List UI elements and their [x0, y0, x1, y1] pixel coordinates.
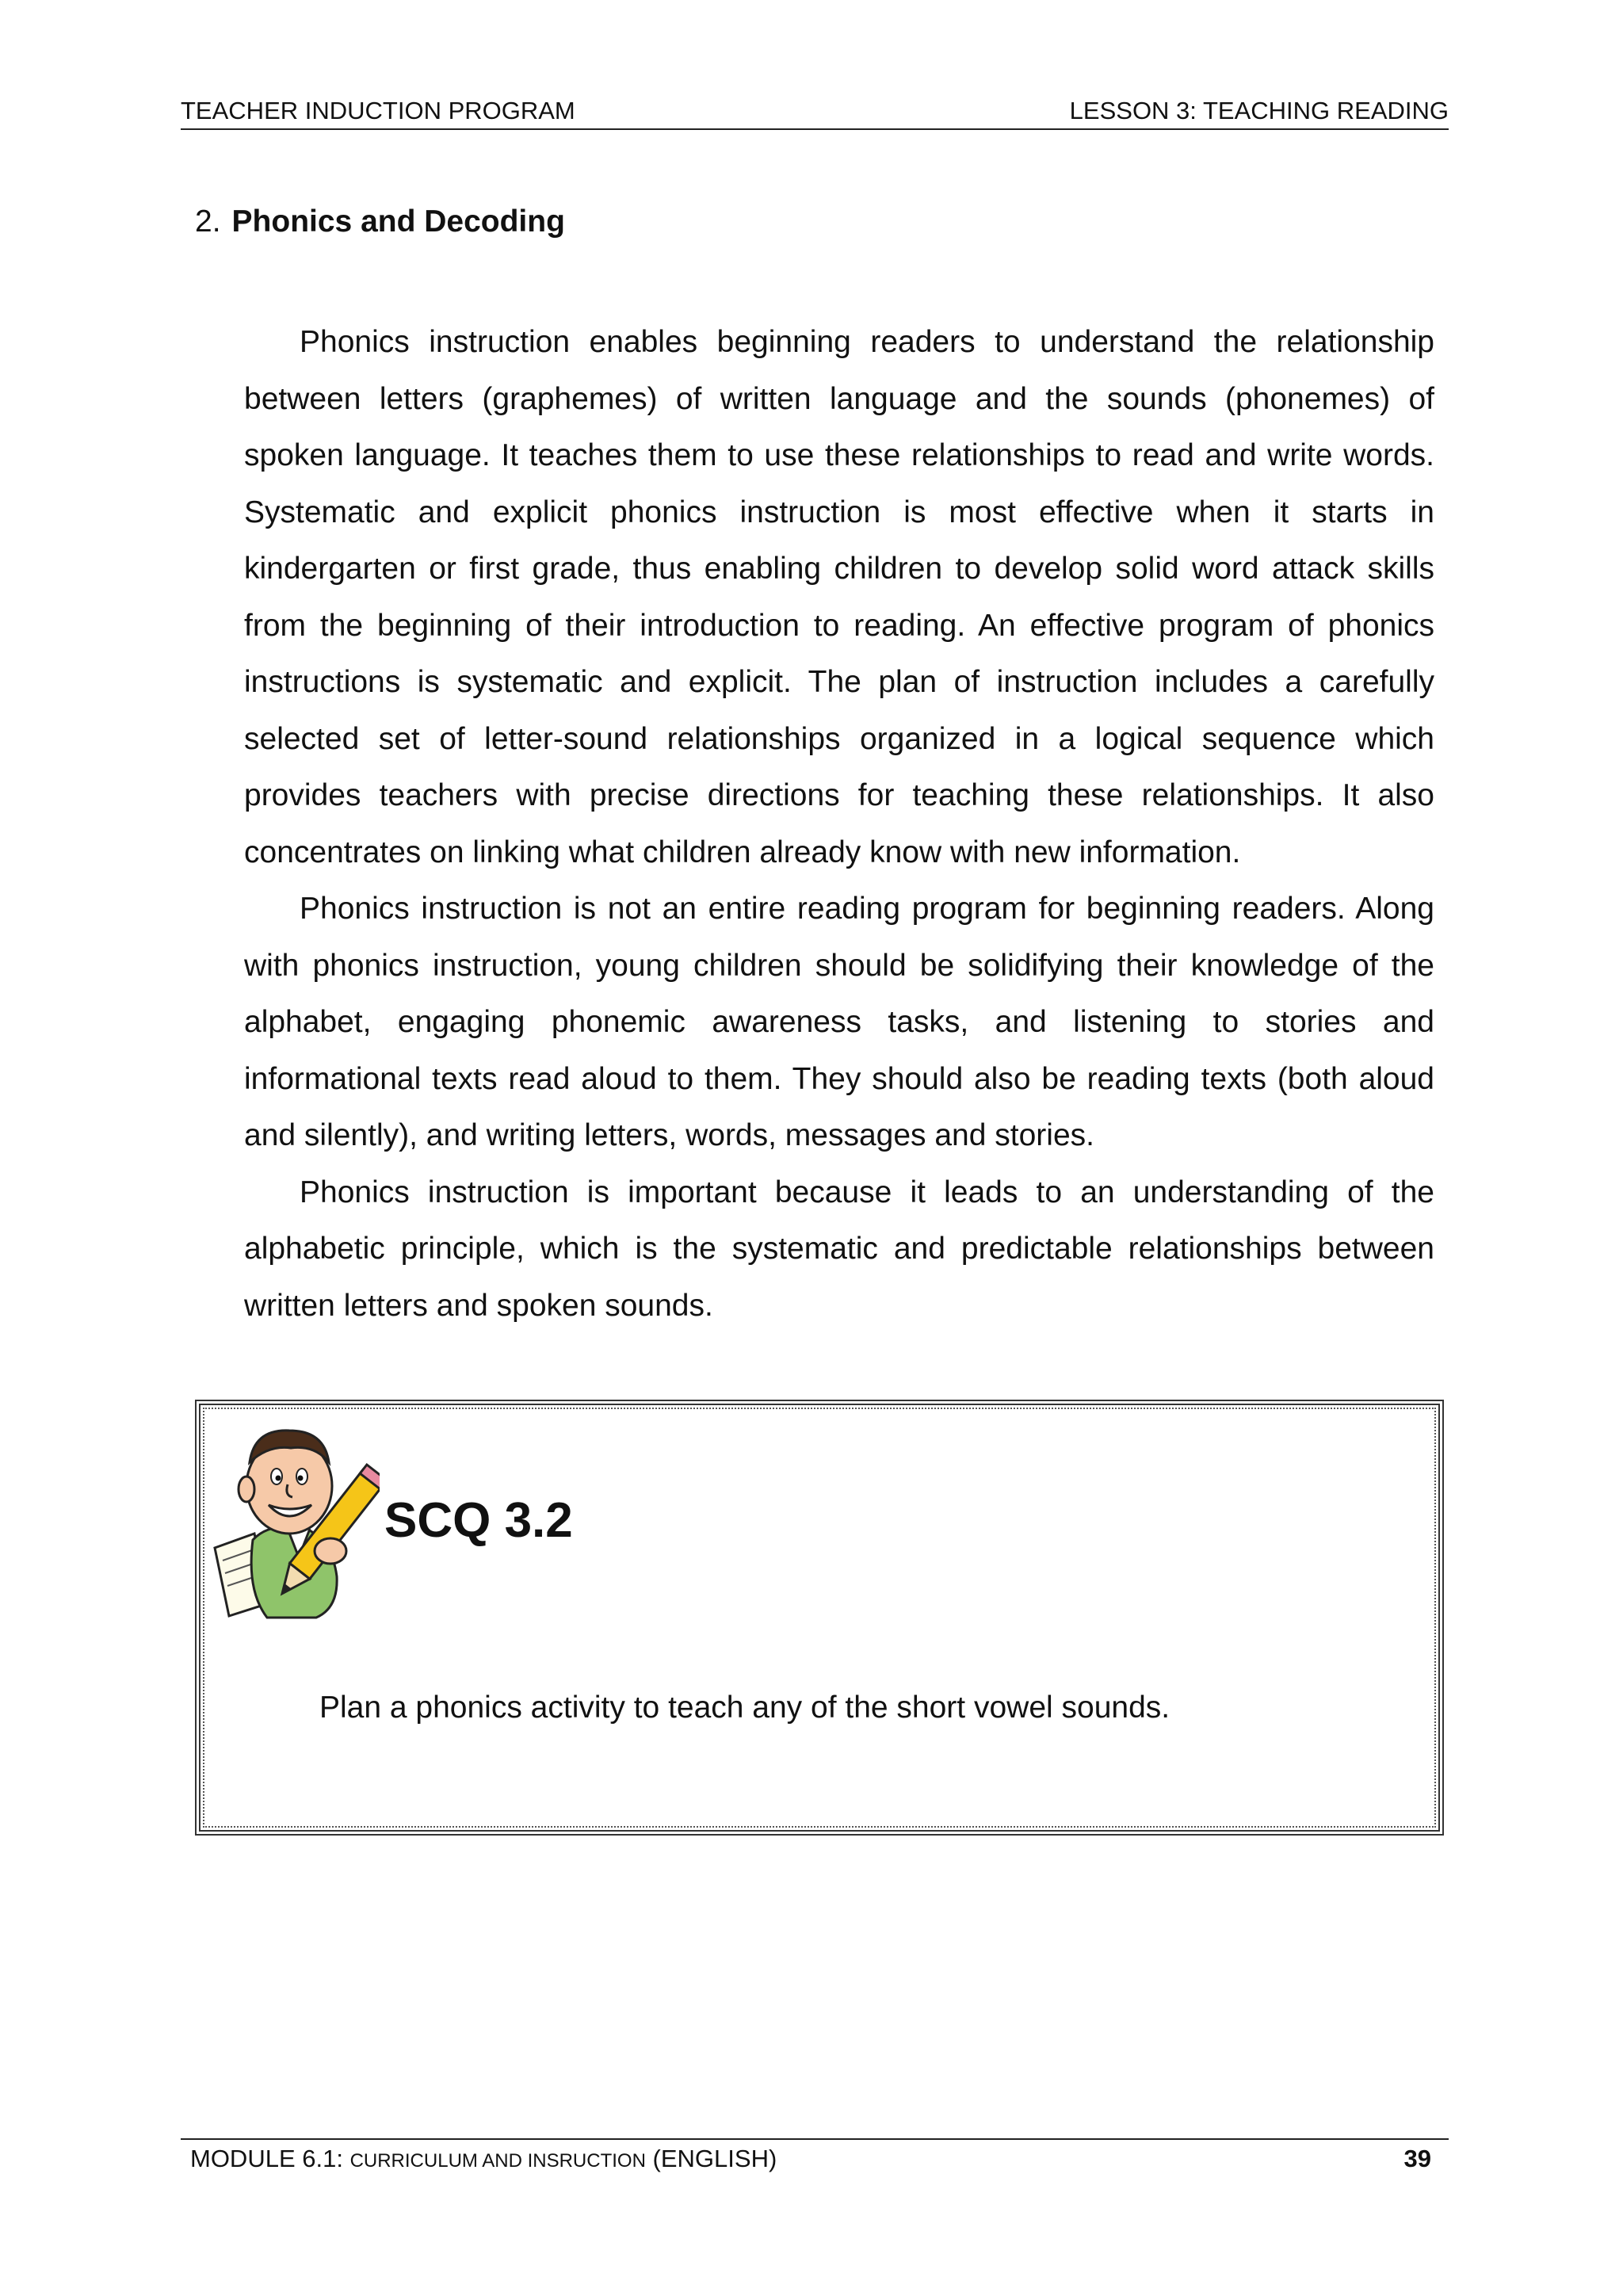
body-text	[244, 314, 1434, 1334]
page-header	[181, 95, 1449, 130]
section-title: Phonics and Decoding	[231, 204, 565, 239]
paragraph: Phonics instruction is not an entire reading program for beginning readers. Along with phonics instruction, young children should be solidifying their knowledge of the alphabet, engaging phonemic awareness tasks, and listening to stories and informational texts read aloud to them. They should also be reading texts (both aloud and silently), and writing letters, words, messages and stories.	[244, 892, 1434, 1152]
teacher-with-pencil-icon	[205, 1421, 380, 1619]
paragraph: Phonics instruction enables beginning readers to understand the relationship between letters (graphemes) of written language and the sounds (phonemes) of spoken language. It teaches them to use these relationships to read and write words. Systematic and explicit phonics instruction is most effective when it starts in kindergarten or first grade, thus enabling children to develop solid word attack skills from the beginning of their introduction to reading. An effective program of phonics instructions is systematic and explicit. The plan of instruction includes a carefully selected set of letter-sound relationships organized in a logical sequence which provides teachers with precise directions for teaching these relationships. It also concentrates on linking what children already know with new information.	[244, 325, 1434, 869]
page-footer	[181, 2138, 1449, 2173]
scq-prompt: Plan a phonics activity to teach any of the short vowel sounds.	[319, 1690, 1170, 1725]
scq-box	[195, 1400, 1444, 1836]
footer-module-suffix: (ENGLISH)	[645, 2145, 777, 2172]
page-number: 39	[1403, 2145, 1431, 2172]
footer-module-title	[181, 2145, 777, 2173]
section-heading	[195, 204, 565, 239]
header-program-title: TEACHER INDUCTION PROGRAM	[181, 97, 575, 124]
section-number: 2.	[195, 204, 221, 239]
scq-title: SCQ 3.2	[384, 1493, 573, 1548]
footer-module-name: CURRICULUM AND INSRUCTION	[349, 2150, 646, 2172]
paragraph: Phonics instruction is important because it leads to an understanding of the alphabetic principle, which is the systematic and predictable relationships between written letters and spoken sounds.	[244, 1175, 1434, 1323]
footer-module-prefix: MODULE 6.1:	[190, 2145, 350, 2172]
header-lesson-title: LESSON 3: TEACHING READING	[1069, 97, 1449, 124]
